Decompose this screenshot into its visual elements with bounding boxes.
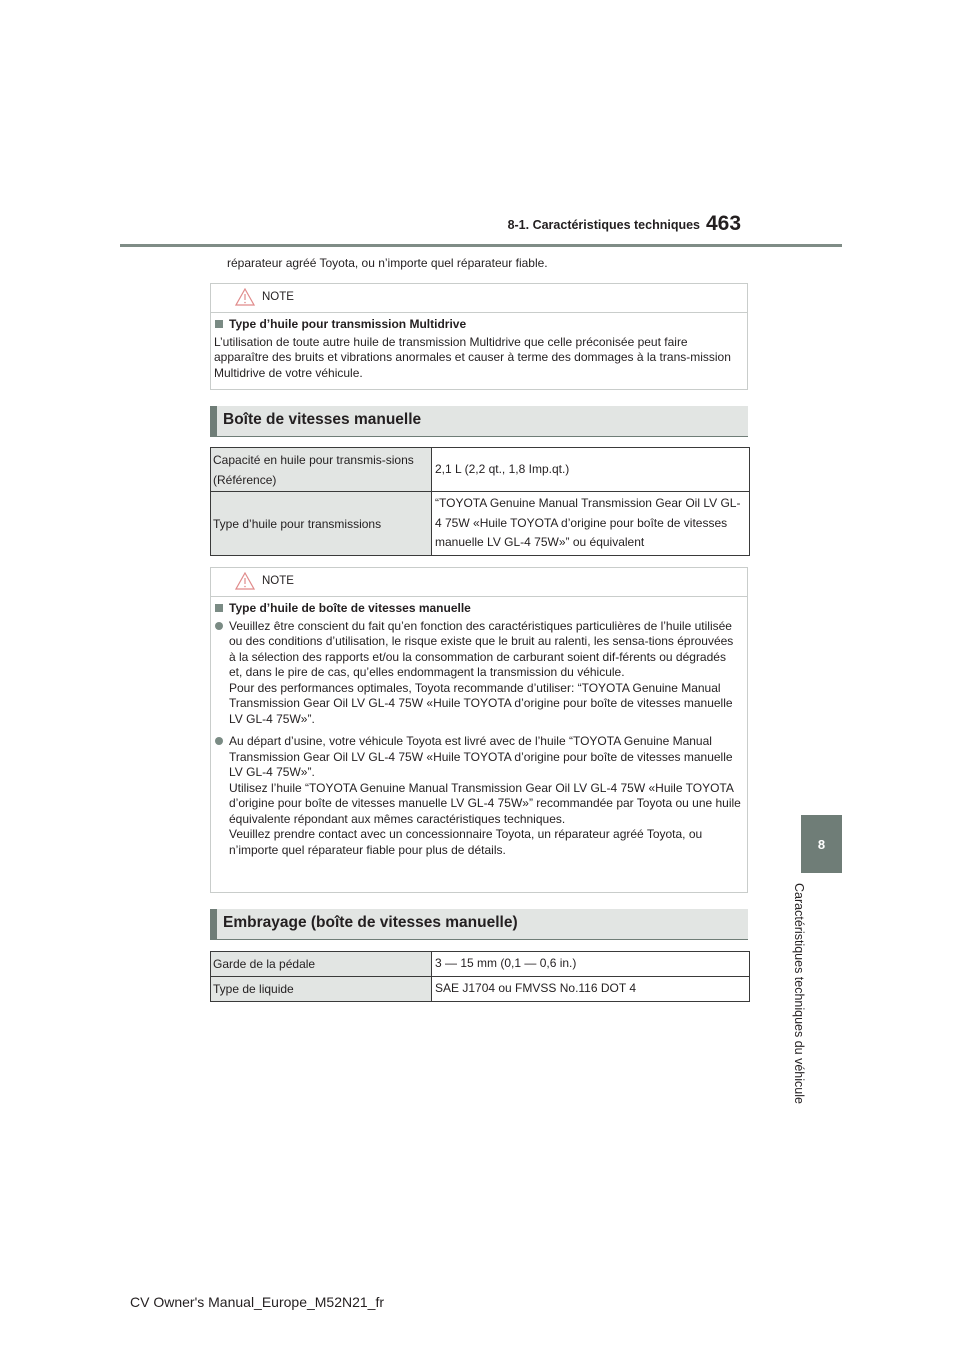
table-key: Type de liquide (211, 977, 432, 1002)
warning-icon (235, 572, 255, 590)
table-key: Type d’huile pour transmissions (211, 492, 432, 556)
square-bullet-icon (215, 604, 223, 612)
note-box-gearbox-oil (210, 567, 748, 893)
clutch-table (210, 951, 750, 1002)
chapter-tab (801, 815, 842, 873)
note-bullet: Au départ d’usine, votre véhicule Toyota est livré avec de l’huile “TOYOTA Genuine Manual Transmission Gear Oil LV GL-4 75W «Huile TOYOTA d’origine pour boîte de vitesses manuelle LV GL-4 75W»”. Utilisez l’huile “TOYOTA Genuine Manual Transmission Gear Oil LV GL-4 75W «Huile TOYOTA d’origine pour boîte de vitesses manuelle LV GL-4 75W»” recommandée par Toyota ou une huile équivalente répondant aux mêmes caractéristiques techniques. Veuillez prendre contact avec un concessionnaire Toyota, un réparateur agréé Toyota, ou n’importe quel réparateur fiable pour plus de détails. (214, 734, 741, 858)
footer-text: CV Owner's Manual_Europe_M52N21_fr (130, 1294, 385, 1310)
note-label: NOTE (262, 291, 294, 303)
table-row (211, 977, 750, 1002)
table-row (211, 492, 750, 556)
intro-text: réparateur agréé Toyota, ou n’importe quel réparateur fiable. (227, 256, 548, 270)
page-number: 463 (706, 212, 742, 235)
section-heading: 8-1. Caractéristiques techniques (507, 218, 700, 232)
round-bullet-icon (215, 622, 223, 630)
note-paragraph: L’utilisation de toute autre huile de transmission Multidrive que celle préconisée peut faire apparaître des bruits et vibrations anormales et causer à terme des dommages à la trans-mission Multidrive de votre véhicule. (214, 334, 731, 380)
chapter-side-label (788, 883, 810, 1123)
header-rule (120, 244, 842, 247)
table-row (211, 448, 750, 492)
table-value: SAE J1704 ou FMVSS No.116 DOT 4 (432, 977, 750, 1002)
section-rule (210, 436, 748, 437)
manual-gearbox-table (210, 447, 750, 556)
note-subtitle: Type d’huile de boîte de vitesses manuelle (214, 601, 741, 617)
table-row (211, 952, 750, 977)
table-key: Garde de la pédale (211, 952, 432, 977)
square-bullet-icon (215, 320, 223, 328)
note-subtitle: Type d’huile pour transmission Multidrive (214, 317, 741, 333)
note-label: NOTE (262, 575, 294, 587)
chapter-number: 8 (817, 836, 826, 852)
note-box-multidrive (210, 283, 748, 390)
section-header-clutch: Embrayage (boîte de vitesses manuelle) (210, 909, 748, 939)
section-header-manual-gearbox: Boîte de vitesses manuelle (210, 406, 748, 436)
table-value: “TOYOTA Genuine Manual Transmission Gear Oil LV GL-4 75W «Huile TOYOTA d’origine pour boîte de vitesses manuelle LV GL-4 75W»” ou équivalent (432, 492, 750, 556)
note-bullet: Veuillez être conscient du fait qu’en fonction des caractéristiques particulières de l’huile utilisée ou des conditions d’utilisation, le risque existe que le bruit au ralenti, les sensa-tions éprouvées à la sélection des rapports et/ou la consommation de carburant soient dif-férents ou dégradés et, dans le pire de cas, qu’elles endommagent la transmission du véhicule. Pour des performances optimales, Toyota recommande d’utiliser: “TOYOTA Genuine Manual Transmission Gear Oil LV GL-4 75W «Huile TOYOTA d’origine pour boîte de vitesses manuelle LV GL-4 75W»”. (214, 619, 741, 728)
round-bullet-icon (215, 737, 223, 745)
chapter-label: Caractéristiques techniques du véhicule (792, 883, 806, 1104)
section-rule (210, 939, 748, 940)
table-key: Capacité en huile pour transmis-sions (Référence) (211, 448, 432, 492)
note-header (211, 284, 747, 313)
note-header (211, 568, 747, 597)
warning-icon (235, 288, 255, 306)
table-value: 2,1 L (2,2 qt., 1,8 Imp.qt.) (432, 448, 750, 492)
table-value: 3 — 15 mm (0,1 — 0,6 in.) (432, 952, 750, 977)
